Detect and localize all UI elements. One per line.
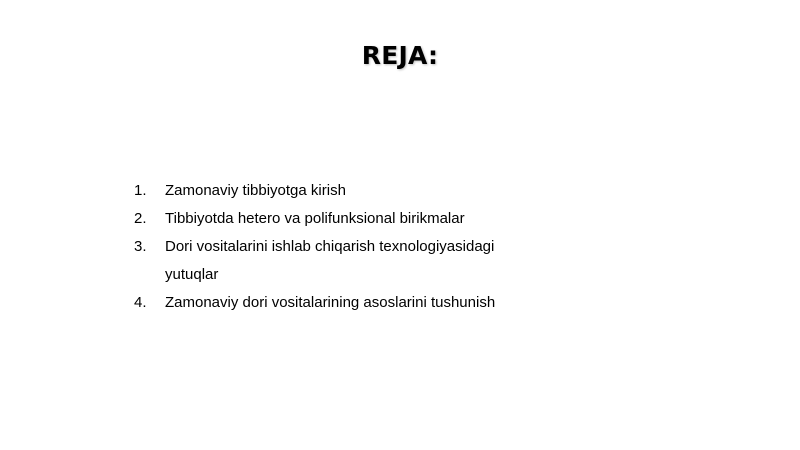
- list-item-number: 3.: [134, 238, 147, 255]
- list-item-text: Zamonaviy tibbiyotga kirish: [165, 182, 346, 199]
- list-item-text: Dori vositalarini ishlab chiqarish texnologiyasidagi yutuqlar: [165, 238, 495, 283]
- list-item-text: Tibbiyotda hetero va polifunksional birikmalar: [165, 210, 465, 227]
- list-item-text: Zamonaviy dori vositalarining asoslarini tushunish: [165, 294, 496, 311]
- slide-title: REJA:: [361, 41, 439, 70]
- agenda-list: [134, 177, 554, 317]
- list-item: [134, 177, 554, 205]
- list-item: [134, 289, 554, 317]
- list-item-number: 2.: [134, 210, 147, 227]
- list-item: [134, 233, 554, 289]
- list-item-number: 1.: [134, 182, 147, 199]
- list-item: [134, 205, 554, 233]
- list-item-number: 4.: [134, 294, 147, 311]
